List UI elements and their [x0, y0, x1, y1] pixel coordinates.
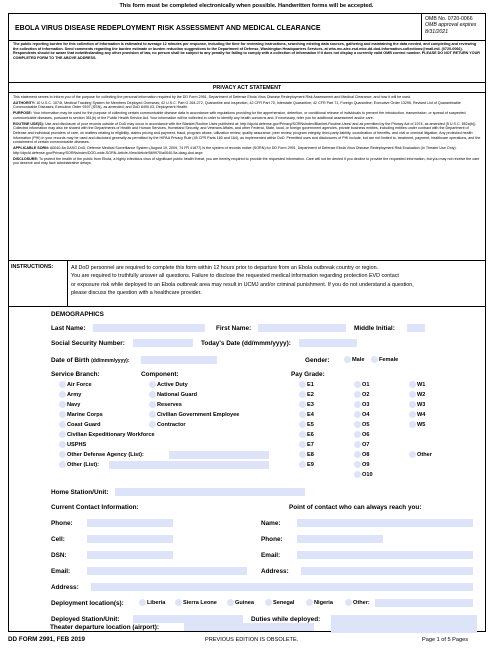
privacy-body: [9, 93, 485, 261]
gender-male-option[interactable]: [344, 356, 364, 364]
grade-label: W5: [417, 422, 426, 428]
ssn-input[interactable]: [133, 339, 193, 347]
sorn-text: A0040-5a DASG DoD, Defense Medical Surveillance System (August 19, 2009, 74 FR 41877) is the system of records notice (SORN) for DD Form 2991, Department of Defense Ebola Virus Disease Redeployment Risk Evaluation (In Theater Use Only). http://dpcld.defense.gov/Privacy/SORNsIndex/DOD-wide-SORN-Article-View/Article/569970/a0040-5a-dasg-dod.aspx: [13, 146, 457, 155]
radio-icon[interactable]: [299, 461, 306, 468]
other-country-input[interactable]: [375, 599, 473, 607]
address-input[interactable]: [91, 583, 473, 591]
top-note: This form must be completed electronically when possible. Handwritten forms will be accepted.: [119, 3, 374, 9]
radio-icon[interactable]: [409, 411, 416, 418]
omb-approval: OMB approval expires: [425, 22, 477, 29]
branch-label: Coast Guard: [67, 422, 101, 428]
branch-option[interactable]: [59, 381, 92, 389]
phone-input[interactable]: [87, 519, 173, 527]
radio-icon[interactable]: [59, 391, 66, 398]
branch-label: Other Defense Agency (List):: [67, 452, 144, 458]
ssn-label: Social Security Number:: [51, 340, 125, 347]
grade-label: E2: [307, 392, 314, 398]
poc-contact-label: Point of contact who can always reach you:: [289, 504, 422, 511]
country-option[interactable]: [139, 599, 165, 607]
grade-label: W1: [417, 382, 426, 388]
deployed-station-input[interactable]: [133, 615, 243, 623]
radio-icon[interactable]: [265, 599, 272, 606]
poc-address-label: Address:: [261, 568, 289, 575]
routine-text: Use and disclosure of your records outside of DoD may occur in accordance with the Blanket Routine Uses published at: http://dpcld.defense.gov/Privacy/SORNsIndex/Blanket-Routine-Uses/ and as permitted by the Privacy Act of 1974, as amended (5 U.S.C. 552a(b)). Collected information may also be shared with the Departments of Health and Human Services, Homeland Security, and Veterans Affairs, and other Federal, State, local, or foreign government agencies, private business entities, including entities under contract with the Department of Defense and individual providers of care, on matters relating to eligibility, claims pricing and payment, fraud, program abuse, utilization review, quality assurance, peer review, program integrity, third-party liability, coordination of benefits, and civil or criminal litigation. Any protected health information (PHI) in your records may be used and disclosed generally as permitted by the HIPAA Privacy Rule (45 CFR Parts 160 and 164), as implemented within DoD. Permitted uses and disclosures of PHI include, but are not limited to, treatment, payment, healthcare operations, and the containment of certain communicable diseases.: [13, 121, 481, 145]
dob-text: Date of Birth: [51, 357, 90, 364]
omb-number: OMB No. 0720-0066: [425, 16, 473, 22]
grade-option[interactable]: [299, 391, 314, 399]
radio-icon[interactable]: [354, 461, 361, 468]
grade-label: W4: [417, 412, 426, 418]
country-option[interactable]: [175, 599, 217, 607]
poc-address-input[interactable]: [301, 567, 473, 575]
grade-label: O5: [362, 422, 370, 428]
radio-icon[interactable]: [59, 431, 66, 438]
email-input[interactable]: [87, 567, 247, 575]
radio-icon[interactable]: [306, 599, 313, 606]
form-title: EBOLA VIRUS DISEASE REDEPLOYMENT RISK ASSESSMENT AND MEDICAL CLEARANCE: [15, 25, 321, 32]
branch-label: Army: [67, 392, 82, 398]
dob-input[interactable]: [141, 356, 217, 364]
deployment-locations-label: Deployment location(s):: [51, 600, 124, 607]
gender-label: Gender:: [305, 357, 330, 364]
country-label: Nigeria: [314, 600, 333, 606]
poc-name-label: Name:: [261, 520, 281, 527]
middle-initial-label: Middle Initial:: [354, 325, 395, 332]
grade-option[interactable]: [354, 411, 369, 419]
instruction-line: All DoD personnel are required to complete this form within 12 hours prior to departure from an Ebola outbreak country or region.: [71, 265, 379, 271]
grade-option[interactable]: [409, 381, 425, 389]
radio-icon[interactable]: [149, 401, 156, 408]
address-label: Address:: [51, 584, 79, 591]
disclosure-text: To protect the health of the public from Ebola, a highly infectious virus of significant public health threat, you are hereby required to provide the requested information. Care will not be denied if you decline to provide the requested information, but you may not receive the care you deserve and may face administrative delays.: [13, 156, 480, 166]
privacy-authority: [13, 101, 481, 110]
email-label: Email:: [51, 568, 71, 575]
branch-label: USPHS: [67, 442, 87, 448]
country-option[interactable]: [306, 599, 333, 607]
dob-label: [51, 357, 129, 364]
grade-label: O10: [362, 472, 373, 478]
todays-date-input[interactable]: [299, 339, 357, 347]
female-label: Female: [379, 357, 399, 363]
radio-icon[interactable]: [409, 451, 416, 458]
privacy-disclosure: [13, 157, 481, 166]
grade-option[interactable]: [299, 401, 314, 409]
radio-icon[interactable]: [59, 381, 66, 388]
theater-departure-input[interactable]: [184, 623, 314, 631]
radio-icon[interactable]: [299, 431, 306, 438]
grade-label: W2: [417, 392, 426, 398]
grade-label: E9: [307, 462, 314, 468]
phone-label: Phone:: [51, 520, 73, 527]
cell-label: Cell:: [51, 536, 65, 543]
omb-date: 8/31/2021: [425, 28, 449, 35]
current-contact-label: Current Contact Information:: [51, 504, 139, 511]
gender-female-option[interactable]: [371, 356, 398, 364]
branch-option[interactable]: [59, 411, 103, 419]
first-name-input[interactable]: [258, 324, 346, 332]
male-label: Male: [352, 357, 365, 363]
branch-option[interactable]: [59, 401, 80, 409]
dsn-label: DSN:: [51, 552, 67, 559]
demographics-heading: DEMOGRAPHICS: [51, 311, 104, 318]
grade-label: E6: [307, 432, 314, 438]
grade-label: E8: [307, 452, 314, 458]
privacy-sorn: [13, 146, 481, 155]
radio-icon[interactable]: [59, 461, 66, 468]
todays-date-label: Today's Date (dd/mmm/yyyy):: [201, 340, 291, 347]
sorn-label: APPLICABLE SORN:: [13, 146, 50, 151]
branch-option[interactable]: [59, 441, 86, 449]
country-option[interactable]: [227, 599, 254, 607]
branch-label: Air Force: [67, 382, 92, 388]
grade-option[interactable]: [354, 401, 369, 409]
duties-textarea[interactable]: [331, 615, 477, 633]
radio-icon[interactable]: [149, 421, 156, 428]
instructions-divider: [67, 261, 68, 307]
component-label: Component:: [141, 371, 179, 378]
radio-icon[interactable]: [59, 401, 66, 408]
poc-name-input[interactable]: [297, 519, 473, 527]
radio-icon[interactable]: [149, 391, 156, 398]
branch-label: Navy: [67, 402, 81, 408]
other-branch-input[interactable]: [109, 461, 269, 469]
radio-icon[interactable]: [299, 391, 306, 398]
dob-format: (dd/mmm/yyyy):: [91, 358, 130, 364]
component-option-label: Contractor: [157, 422, 186, 428]
title-row: [9, 14, 485, 41]
radio-icon[interactable]: [59, 451, 66, 458]
component-option[interactable]: [149, 381, 188, 389]
radio-icon[interactable]: [299, 381, 306, 388]
poc-email-input[interactable]: [297, 551, 473, 559]
grade-option[interactable]: [354, 381, 369, 389]
grade-label: E5: [307, 422, 314, 428]
deployed-station-label: Deployed Station/Unit:: [51, 616, 120, 623]
pay-grade-label: Pay Grade:: [291, 371, 325, 378]
country-label: Liberia: [147, 600, 166, 606]
grade-option[interactable]: [409, 401, 425, 409]
radio-icon[interactable]: [354, 401, 361, 408]
disclosure-label: DISCLOSURE:: [13, 156, 39, 161]
instruction-line: You are required to truthfully answer all questions. Failure to disclose the requested medical information regarding protection EVD contact: [71, 273, 399, 280]
poc-phone-input[interactable]: [297, 535, 383, 543]
branch-label: Civilian Expeditionary Workforce: [67, 432, 155, 438]
component-option-label: National Guard: [157, 392, 198, 398]
grade-option[interactable]: [354, 391, 369, 399]
grade-option[interactable]: [299, 441, 314, 449]
radio-icon[interactable]: [354, 381, 361, 388]
radio-icon[interactable]: [409, 391, 416, 398]
radio-icon[interactable]: [354, 441, 361, 448]
routine-label: ROUTINE USE(S):: [13, 121, 44, 126]
radio-icon[interactable]: [149, 411, 156, 418]
instructions-label: INSTRUCTIONS:: [11, 264, 54, 270]
grade-option[interactable]: [409, 411, 425, 419]
radio-icon[interactable]: [299, 451, 306, 458]
privacy-routine: [13, 122, 481, 145]
radio-icon[interactable]: [354, 471, 361, 478]
grade-option[interactable]: [354, 471, 373, 479]
purpose-text: Your information may be used for the purpose of collecting certain communicable disease data in accordance with regulations providing for the apprehension, detention, or conditional release of individuals to prevent the introduction, transmission, or spread of suspected communicable diseases, pursuant to section 361(b) of the Public Health Service Act. Your information will be collected in order to identify any health concerns and, if necessary, refer you for additional assessment and/or care.: [13, 111, 466, 120]
first-name-label: First Name:: [216, 325, 252, 332]
home-station-input[interactable]: [115, 488, 305, 496]
middle-initial-input[interactable]: [407, 324, 425, 332]
radio-icon[interactable]: [371, 356, 378, 363]
grade-option[interactable]: [354, 431, 369, 439]
grade-label: E3: [307, 402, 314, 408]
grade-option[interactable]: [354, 451, 369, 459]
radio-icon[interactable]: [345, 599, 352, 606]
grade-option[interactable]: [354, 421, 369, 429]
demographics-section: [9, 307, 485, 633]
grade-label: O4: [362, 412, 370, 418]
home-station-label: Home Station/Unit:: [51, 489, 109, 496]
radio-icon[interactable]: [354, 431, 361, 438]
grade-label: E4: [307, 412, 314, 418]
omb-box: [421, 14, 485, 41]
duties-label: Duties while deployed:: [251, 616, 321, 623]
cell-input[interactable]: [87, 535, 173, 543]
grade-label: O6: [362, 432, 370, 438]
radio-icon[interactable]: [344, 356, 351, 363]
grade-label: E7: [307, 442, 314, 448]
branch-label: Marine Corps: [67, 412, 103, 418]
grade-option[interactable]: [299, 461, 314, 469]
component-option[interactable]: [149, 401, 182, 409]
form-frame: [8, 13, 486, 632]
grade-label: E1: [307, 382, 314, 388]
grade-option[interactable]: [409, 391, 425, 399]
branch-option[interactable]: [59, 461, 99, 469]
branch-option[interactable]: [59, 431, 155, 439]
privacy-intro: This statement serves to inform you of the purpose for collecting the personal information required by the DD Form 2991, Department of Defense Ebola Virus Disease Redeployment Risk Assessment and Medical Clearance, and how it will be used.: [13, 95, 412, 99]
last-name-label: Last Name:: [51, 325, 86, 332]
radio-icon[interactable]: [299, 411, 306, 418]
component-option[interactable]: [149, 411, 239, 419]
grade-option[interactable]: [409, 421, 425, 429]
other-agency-input[interactable]: [169, 451, 269, 459]
grade-option[interactable]: [299, 411, 314, 419]
instructions-text: [71, 264, 477, 298]
grade-option[interactable]: [299, 421, 314, 429]
country-option[interactable]: [265, 599, 294, 607]
radio-icon[interactable]: [354, 421, 361, 428]
country-label: Other:: [353, 600, 370, 606]
country-label: Senegal: [273, 600, 295, 606]
service-branch-label: Service Branch:: [51, 371, 100, 378]
component-option-label: Active Duty: [157, 382, 188, 388]
privacy-heading: PRIVACY ACT STATEMENT: [9, 83, 485, 93]
authority-text: 10 U.S.C. 1074f, Medical Tracking System for Members Deployed Overseas; 42 U.S.C. Part G 264-272, Quarantine and Inspection; 42 CFR Part 70, Interstate Quarantine; 42 CFR Part 71, Foreign Quarantine; Executive Order 13295, Revised List of Quarantinable Communicable Diseases; Executive Order 9397 (SSN), as amended; and DoD 6490.03, Deployment Health.: [13, 100, 461, 110]
grade-other-label: Other: [417, 452, 432, 458]
grade-label: O2: [362, 392, 370, 398]
grade-label: O9: [362, 462, 370, 468]
branch-option[interactable]: [59, 451, 144, 459]
radio-icon[interactable]: [139, 599, 146, 606]
grade-option[interactable]: [354, 441, 369, 449]
country-label: Guinea: [235, 600, 254, 606]
form-number: DD FORM 2991, FEB 2019: [8, 636, 85, 643]
dsn-input[interactable]: [87, 551, 173, 559]
radio-icon[interactable]: [175, 599, 182, 606]
country-label: Sierra Leone: [183, 600, 217, 606]
grade-option[interactable]: [354, 461, 369, 469]
radio-icon[interactable]: [409, 381, 416, 388]
grade-option[interactable]: [299, 431, 314, 439]
purpose-label: PURPOSE:: [13, 111, 33, 116]
page-number: Page 1 of 5 Pages: [422, 637, 469, 643]
authority-label: AUTHORITY:: [13, 100, 36, 105]
grade-label: O3: [362, 402, 370, 408]
instruction-line: or exposure risk while deployed to an Ebola outbreak area may result in UCMJ and/or criminal punishment. If you do not understand a question,: [71, 281, 414, 288]
instructions: [9, 261, 485, 307]
radio-icon[interactable]: [299, 421, 306, 428]
radio-icon[interactable]: [59, 411, 66, 418]
grade-option[interactable]: [299, 381, 314, 389]
grade-option[interactable]: [299, 451, 314, 459]
branch-option[interactable]: [59, 391, 81, 399]
radio-icon[interactable]: [354, 411, 361, 418]
branch-label: Other (List):: [67, 462, 100, 468]
instruction-line: please discuss the question with a healthcare provider.: [71, 290, 202, 297]
privacy-purpose: [13, 111, 481, 120]
burden-statement: The public reporting burden for this collection of information is estimated to average 12 minutes per response, including the time for reviewing instructions, searching existing data sources, gathering and maintaining the data needed, and completing and reviewing the collection of information. Send comments regarding the burden estimate or burden reduction suggestions to the Department of Defense, Washington Headquarters Services, at whs.mc-alex.esd.mbx.dd-dod-information-collections@mail.mil. (0720-0066). Respondents should be aware that notwithstanding any other provision of law, no person shall be subject to any penalty for failing to comply with a collection of information if it does not display a currently valid OMB control number. PLEASE DO NOT RETURN YOUR COMPLETED FORM TO THE ABOVE ADDRESS.: [9, 41, 485, 83]
radio-icon[interactable]: [149, 381, 156, 388]
radio-icon[interactable]: [409, 421, 416, 428]
poc-phone-label: Phone:: [261, 536, 283, 543]
branch-option[interactable]: [59, 421, 101, 429]
last-name-input[interactable]: [93, 324, 205, 332]
grade-label: O8: [362, 452, 370, 458]
country-option[interactable]: [345, 599, 370, 607]
radio-icon[interactable]: [354, 451, 361, 458]
grade-label: O1: [362, 382, 370, 388]
radio-icon[interactable]: [299, 441, 306, 448]
radio-icon[interactable]: [354, 391, 361, 398]
component-option[interactable]: [149, 391, 197, 399]
radio-icon[interactable]: [59, 421, 66, 428]
theater-departure-label: Theater departure location (airport):: [50, 624, 160, 631]
component-option-label: Reserves: [157, 402, 182, 408]
radio-icon[interactable]: [409, 401, 416, 408]
component-option[interactable]: [149, 421, 186, 429]
grade-label: W3: [417, 402, 426, 408]
grade-other-option[interactable]: [409, 451, 432, 459]
previous-edition-note: PREVIOUS EDITION IS OBSOLETE.: [205, 637, 299, 643]
radio-icon[interactable]: [227, 599, 234, 606]
grade-label: O7: [362, 442, 370, 448]
radio-icon[interactable]: [59, 441, 66, 448]
poc-email-label: Email:: [261, 552, 281, 559]
radio-icon[interactable]: [299, 401, 306, 408]
component-option-label: Civilian Government Employee: [157, 412, 240, 418]
